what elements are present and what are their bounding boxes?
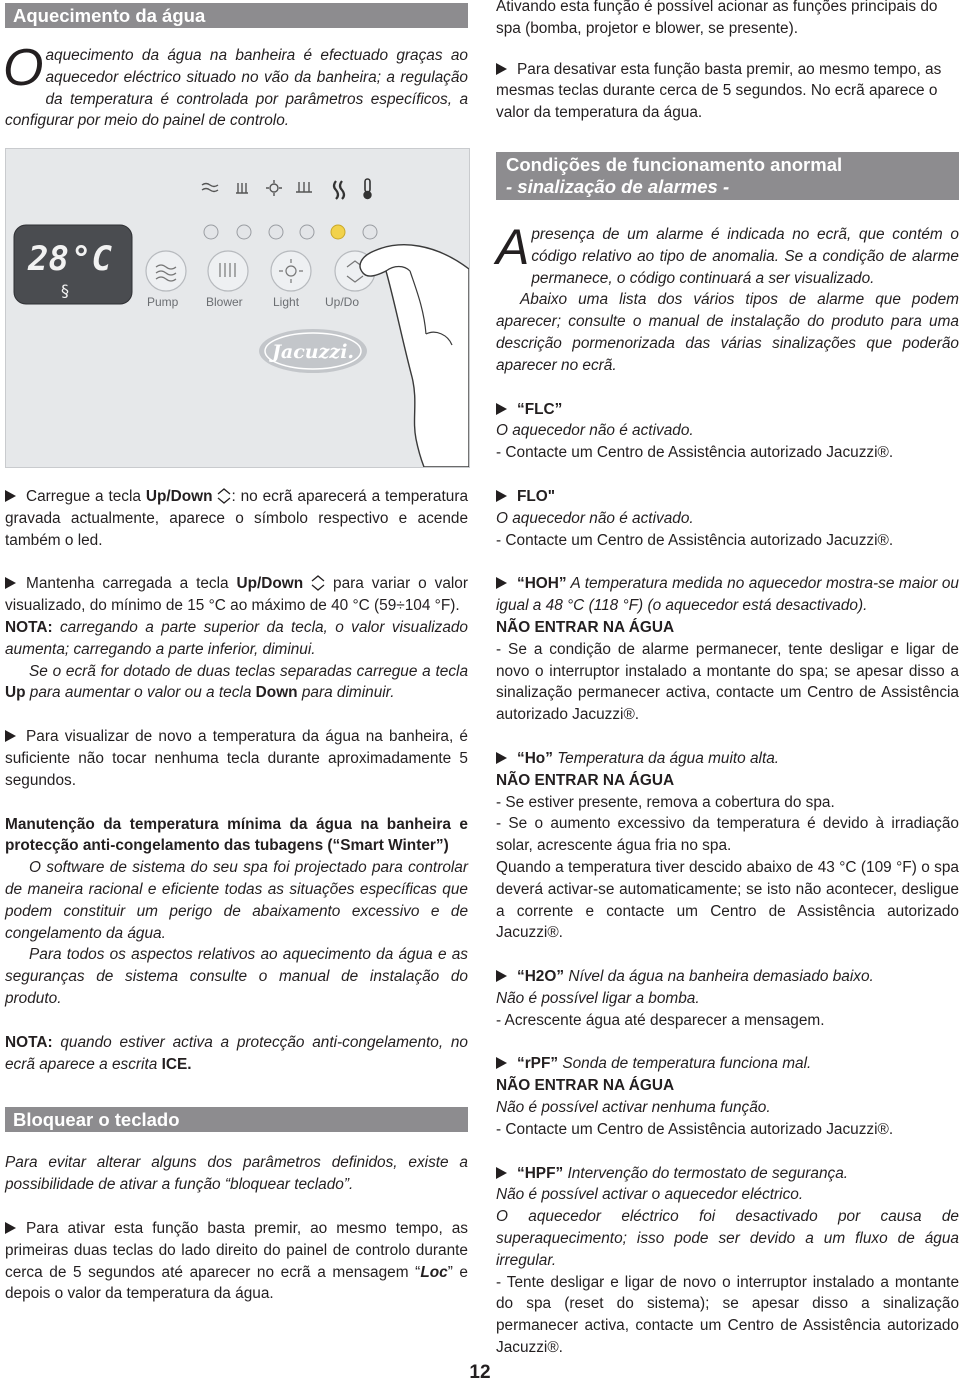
bullet-triangle-icon	[496, 63, 507, 75]
right-column	[496, 0, 959, 1359]
bullet-triangle-icon	[496, 490, 507, 502]
led-2	[237, 225, 251, 239]
heading-lock-keyboard: Bloquear o teclado	[5, 1107, 468, 1132]
alarms-heading-line-2: - sinalização de alarmes -	[506, 175, 730, 197]
intro-paragraph: Oaquecimento da água na banheira é efectuado graças ao aquecedor eléctrico situado no vão da banheira; a regulação da temperatura é controlada por parâmetros específicos, a configurar por meio do painel de controlo.	[3, 39, 468, 130]
alarm-hpf-action: - Tente desligar e ligar de novo o interruptor instalado a montante do spa (reset do sistema); se apesar disso a sinalização permanecer activa, contacte um Centro de Assistência autorizado Jacuzzi®.	[496, 1273, 959, 1357]
drop-cap: A	[496, 218, 530, 275]
light-button	[271, 251, 311, 291]
blower-button	[208, 251, 248, 291]
left-column	[5, 0, 468, 132]
alarm-ho-warning: NÃO ENTRAR NA ÁGUA	[496, 771, 675, 789]
smart-winter-text-2: Para todos os aspectos relativos ao aquecimento da água e as seguranças de sistema consulte o manual de instalação do produto.	[5, 946, 468, 1007]
display-unit: °C	[71, 239, 112, 279]
alarm-intro: Apresença de um alarme é indicada no ecrã, que contém o código relativo ao tipo de anomalia. Se a condição de alarme permanece, o código continuará a ser visualizado.	[496, 218, 959, 287]
led-3	[269, 225, 283, 239]
up-down-label: Up/Do	[325, 295, 360, 309]
alarm-ho-action-2: - Se o aumento excessivo da temperatura é devido à irradiação solar, acrescente água fria no spa.	[496, 815, 959, 855]
bullet-triangle-icon	[496, 577, 507, 589]
alarm-ho-action-1: - Se estiver presente, remova a cobertura do spa.	[496, 793, 835, 811]
alarm-hpf: “HPF” Intervenção do termostato de segurança.	[496, 1163, 959, 1185]
lock-intro: Para evitar alterar alguns dos parâmetros definidos, existe a possibilidade de ativar a função “bloquear teclado”.	[5, 1154, 468, 1194]
alarm-rpf: “rPF” Sonda de temperatura funciona mal.	[496, 1053, 959, 1075]
step-select-up-down: Carregue a tecla Up/Down : no ecrã aparecerá a temperatura gravada actualmente, aparece o símbolo respectivo e acende também o led.	[5, 488, 469, 549]
alarm-hoh-action: - Se a condição de alarme permanecer, tente desligar e ligar de novo o interruptor instalado a montante do spa; se apesar disso a sinalização permanecer activa, contacte um Centro de Assistência autorizado Jacuzzi®.	[496, 640, 959, 724]
alarm-hoh-warning: NÃO ENTRAR NA ÁGUA	[496, 618, 675, 636]
light-icon	[270, 184, 278, 192]
control-panel-drawing	[6, 149, 469, 467]
smart-winter-text: O software de sistema do seu spa foi projectado para controlar de maneira racional e eficiente todas as situações específicas que podem constituir um perigo de abaixamento excessivo e de congelamento da água.	[5, 859, 468, 942]
bullet-triangle-icon	[496, 403, 507, 415]
alarm-flc: “FLC”	[496, 399, 959, 421]
drop-cap: O	[3, 39, 44, 97]
led-1	[204, 225, 218, 239]
heater-icon	[296, 182, 312, 192]
alarm-hoh: “HOH” A temperatura medida no aquecedor mostra-se maior ou igual a 48 °C (118 °F) (o aquecedor está desactivado).	[496, 575, 959, 615]
alarm-ho-action-3: Quando a temperatura tiver descido abaixo de 43 °C (109 °F) o spa deverá activar-se automaticamente; se isto não acontecer, desligue a corrente e contacte um Centro de Assistência autorizado Jacuzzi®.	[496, 858, 959, 942]
bullet-triangle-icon	[5, 1222, 16, 1234]
pointing-hand	[360, 245, 469, 467]
bullet-triangle-icon	[496, 1167, 507, 1179]
step-hold-up-down: Mantenha carregada a tecla Up/Down para variar o valor visualizado, do mínimo de 15 °C ao máximo de 40 °C (59÷104 °F).	[5, 575, 468, 615]
brand-logo: Jacuzzi.	[271, 341, 355, 363]
lock-function-text: Ativando esta função é possível acionar as funções principais do spa (bomba, projetor e blower, se presente).	[496, 0, 938, 37]
up-down-arrow-icon	[217, 488, 231, 504]
heading-alarms	[496, 152, 959, 200]
bullet-triangle-icon	[5, 730, 16, 742]
left-column-lower	[5, 486, 468, 1305]
led-active	[331, 225, 345, 239]
lock-step: Para ativar esta função basta premir, ao mesmo tempo, as primeiras duas teclas do lado direito do painel de controlo durante cerca de 5 segundos até aparecer no ecrã a mensagem “Loc” e depois o valor da temperatura da água.	[5, 1219, 468, 1303]
note-ice: NOTA: quando estiver activa a protecção anti-congelamento, no ecrã aparece a escrita ICE.	[5, 1033, 468, 1073]
heading-water-heating: Aquecimento da água	[5, 3, 468, 28]
display-temperature: 28	[28, 239, 69, 279]
bullet-triangle-icon	[496, 1057, 507, 1069]
alarms-heading-line-1: Condições de funcionamento anormal	[506, 153, 843, 175]
bullet-triangle-icon	[5, 577, 16, 589]
led-4	[300, 225, 314, 239]
alarm-hpf-desc-2: O aquecedor eléctrico foi desactivado por causa de superaquecimento; isso pode ser devido a um fluxo de água irregular.	[496, 1208, 959, 1269]
pump-label: Pump	[147, 295, 179, 309]
alarm-flo: FLO"	[496, 486, 959, 508]
smart-winter-heading: Manutenção da temperatura mínima da água na banheira e protecção anti-congelamento das tubagens (“Smart Winter”)	[5, 815, 468, 855]
alarm-flc-action: - Contacte um Centro de Assistência autorizado Jacuzzi®.	[496, 444, 894, 462]
heat-icon	[334, 181, 344, 199]
led-6	[363, 225, 377, 239]
alarm-ho: “Ho” Temperatura da água muito alta.	[496, 748, 959, 770]
bullet-triangle-icon	[496, 752, 507, 764]
step-view-temperature: Para visualizar de novo a temperatura da água na banheira, é suficiente não tocar nenhuma tecla durante aproximadamente 5 segundos.	[5, 728, 468, 789]
note-separate-keys: Se o ecrã for dotado de duas teclas separadas carregue a tecla Up para aumentar o valor ou a tecla Down para diminuir.	[5, 662, 468, 702]
alarm-intro-2: Abaixo uma lista dos vários tipos de alarme que podem aparecer; consulte o manual de instalação do produto para uma descrição pormenorizada das várias sinalizações que poderão aparecer no ecrã.	[496, 291, 959, 374]
note-up-down: NOTA: carregando a parte superior da tecla, o valor visualizado aumenta; carregando a parte inferior, diminui.	[5, 618, 468, 658]
bullet-triangle-icon	[5, 490, 16, 502]
thermometer-icon	[365, 179, 370, 192]
pump-button	[146, 251, 186, 291]
alarm-flo-action: - Contacte um Centro de Assistência autorizado Jacuzzi®.	[496, 531, 894, 549]
page-number: 12	[469, 1362, 491, 1383]
light-label: Light	[273, 295, 300, 309]
alarm-h2o-desc: Não é possível ligar a bomba.	[496, 989, 700, 1007]
blower-label: Blower	[206, 295, 243, 309]
alarm-h2o: “H2O” Nível da água na banheira demasiado baixo.	[496, 966, 959, 988]
unlock-step: Para desativar esta função basta premir, ao mesmo tempo, as mesmas teclas durante cerca de 5 segundos. No ecrã aparece o valor da temperatura da água.	[496, 60, 942, 122]
bullet-triangle-icon	[496, 970, 507, 982]
alarm-flo-desc: O aquecedor não é activado.	[496, 509, 694, 527]
alarm-rpf-desc: Não é possível activar nenhuma função.	[496, 1099, 771, 1117]
alarm-flc-desc: O aquecedor não é activado.	[496, 422, 694, 440]
up-down-arrow-icon	[311, 575, 325, 591]
blower-icon	[236, 183, 248, 193]
display-heat-symbol: §	[61, 281, 69, 300]
control-panel-illustration	[5, 148, 470, 468]
alarm-hpf-desc: Não é possível activar o aquecedor eléctrico.	[496, 1186, 804, 1204]
alarm-rpf-warning: NÃO ENTRAR NA ÁGUA	[496, 1077, 675, 1095]
alarm-h2o-action: - Acrescente água até desparecer a mensagem.	[496, 1011, 825, 1029]
alarm-rpf-action: - Contacte um Centro de Assistência autorizado Jacuzzi®.	[496, 1120, 894, 1138]
wave-icon	[202, 184, 218, 192]
